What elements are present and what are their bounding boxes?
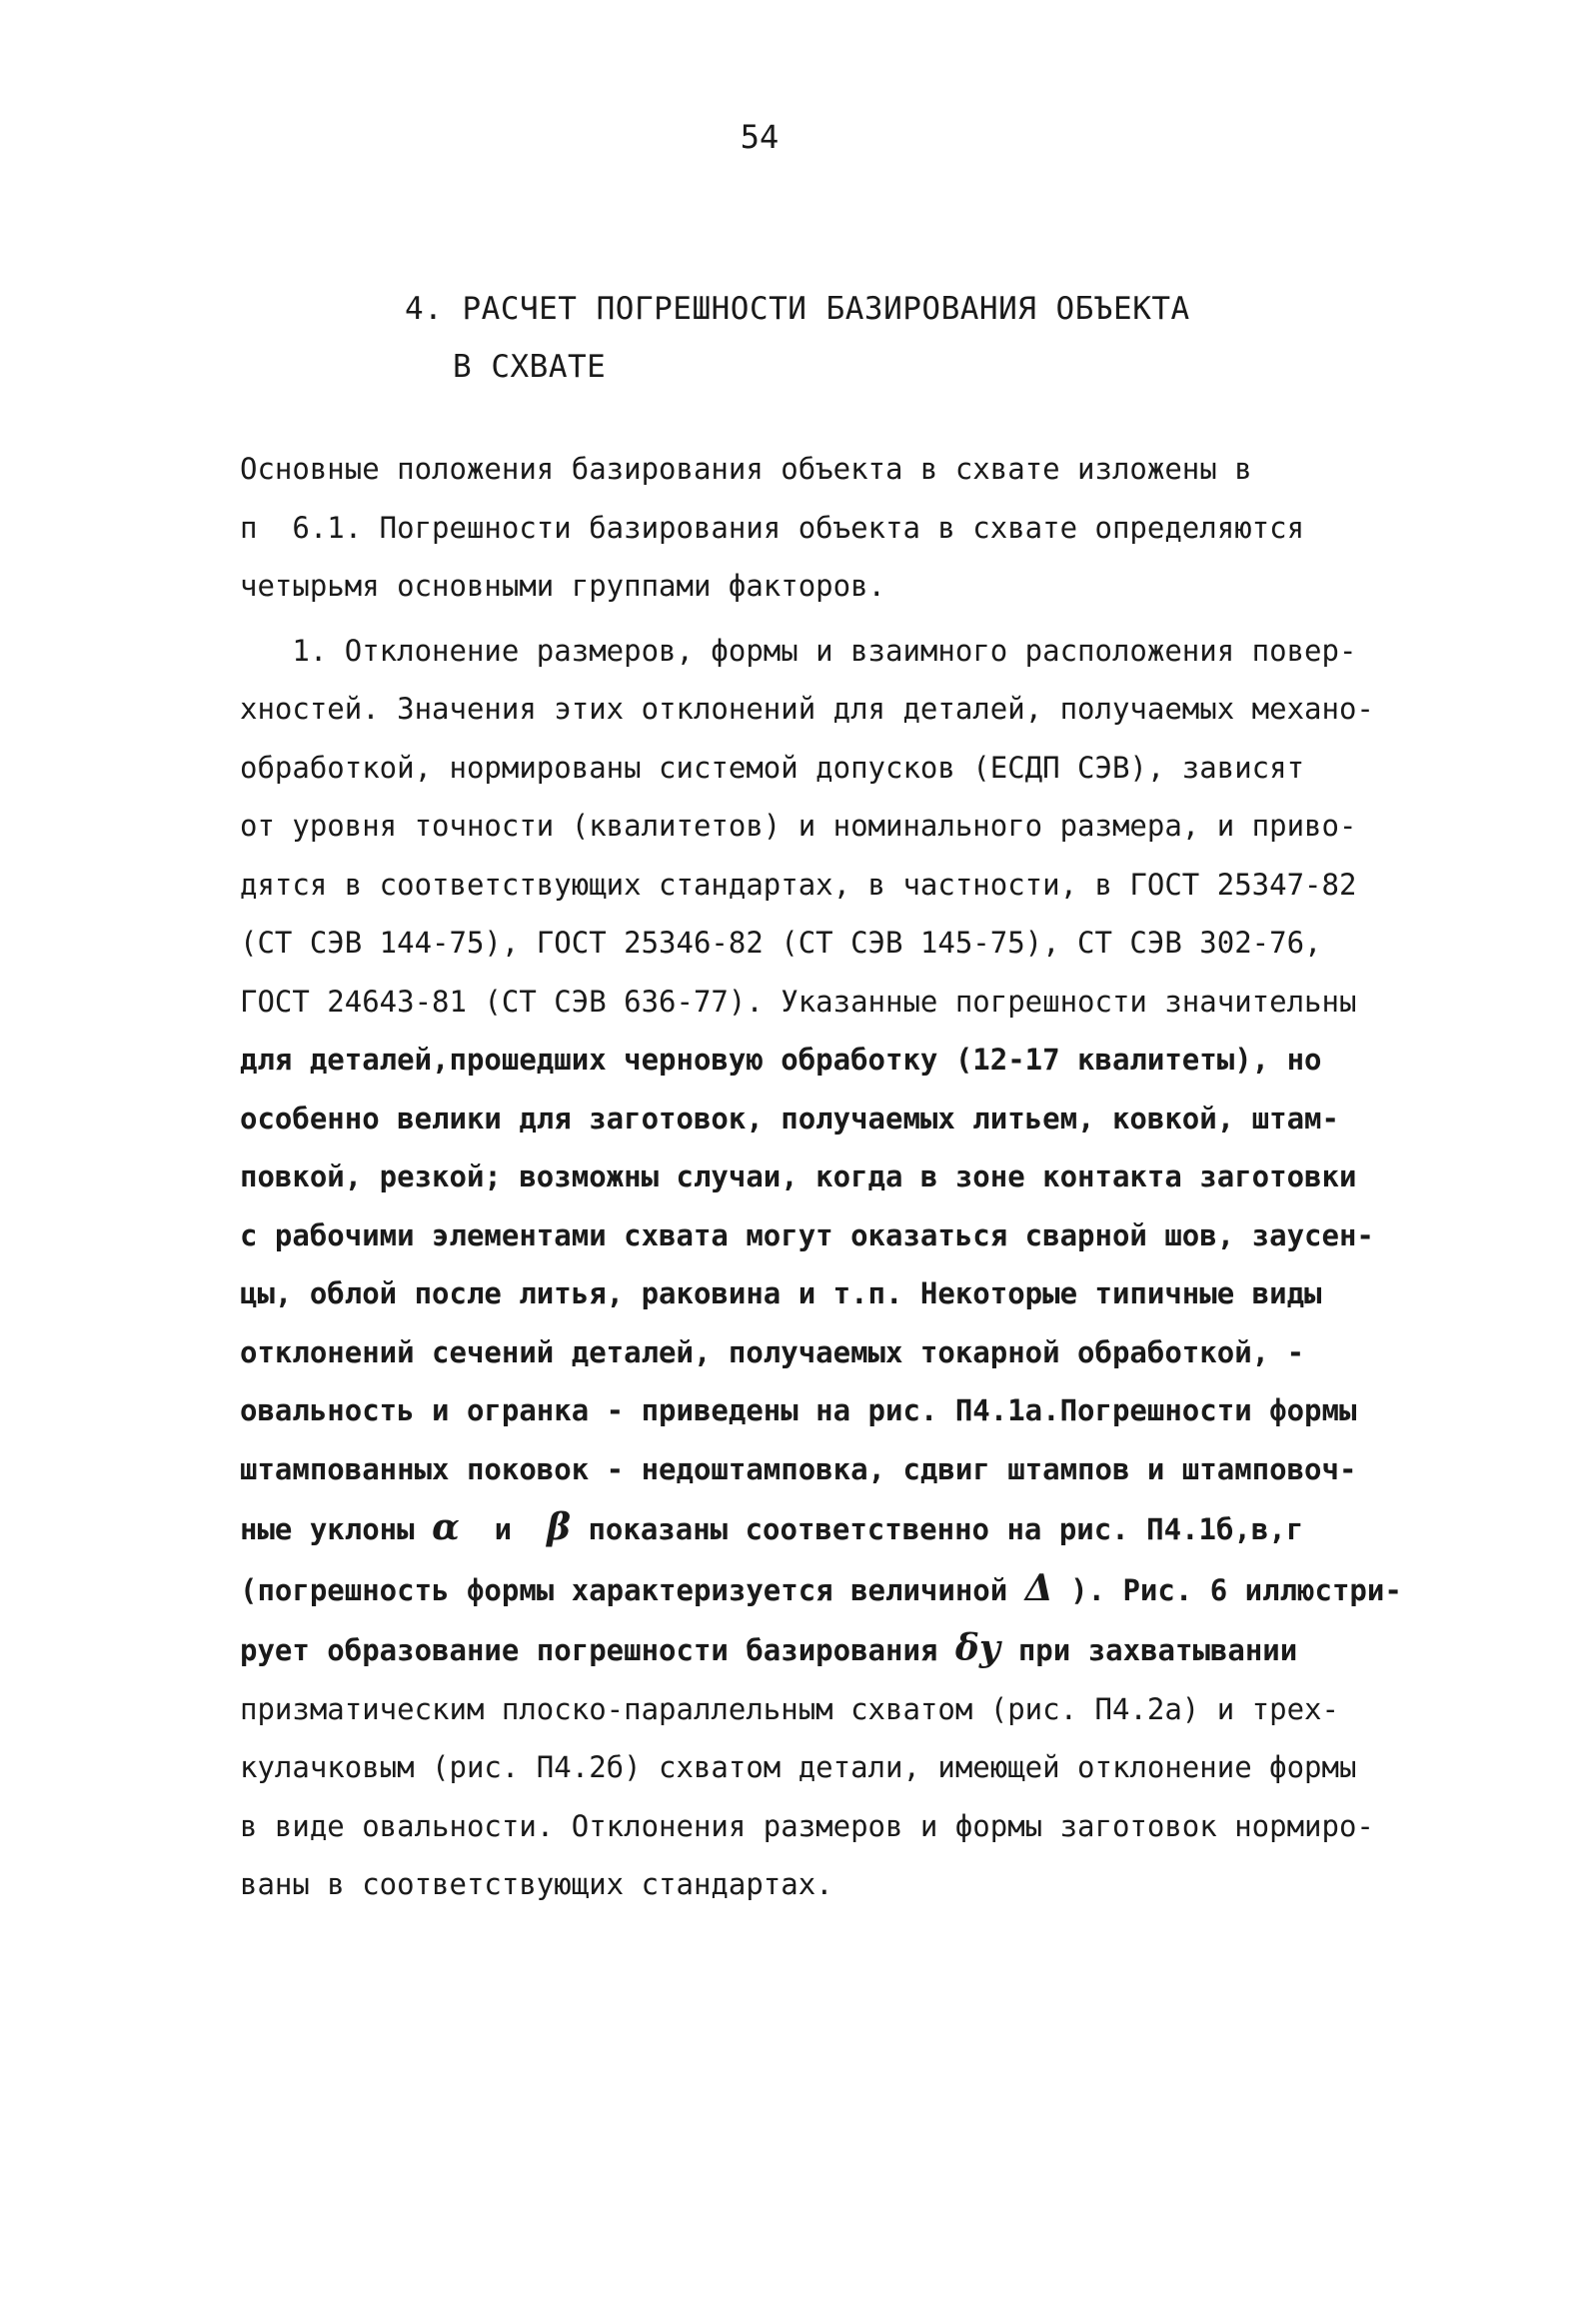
text-line-angles bbox=[240, 1498, 1399, 1559]
text-line: обработкой, нормированы системой допусков (ЕСДП СЭВ), зависят bbox=[240, 750, 1305, 785]
text-fragment: рует образование погрешности базирования bbox=[240, 1633, 955, 1667]
text-line: четырьмя основными группами факторов. bbox=[240, 569, 886, 603]
text-line: овальность и огранка - приведены на рис. П4.1а.Погрешности формы bbox=[240, 1393, 1357, 1427]
delta-symbol: Δ bbox=[1024, 1566, 1053, 1609]
text-fragment: (погрешность формы характеризуется величиной bbox=[240, 1572, 1025, 1607]
text-line: п 6.1. Погрешности базирования объекта в схвате определяются bbox=[240, 510, 1305, 545]
text-line: в виде овальности. Отклонения размеров и формы заготовок нормиро- bbox=[240, 1808, 1374, 1843]
text-line: кулачковым (рис. П4.2б) схватом детали, имеющей отклонение формы bbox=[240, 1750, 1357, 1784]
text-line: (СТ СЭВ 144-75), ГОСТ 25346-82 (СТ СЭВ 145-75), СТ СЭВ 302-76, bbox=[240, 926, 1322, 960]
body-text bbox=[240, 440, 1402, 1914]
text-line: ГОСТ 24643-81 (СТ СЭВ 636-77). Указанные погрешности значительны bbox=[240, 984, 1357, 1019]
text-line: для деталей,прошедших черновую обработку (12-17 квалитеты), но bbox=[240, 1043, 1322, 1077]
section-heading-line-2: В СХВАТЕ bbox=[453, 349, 607, 385]
text-line-delta bbox=[240, 1559, 1402, 1620]
text-line: отклонений сечений деталей, получаемых токарной обработкой, - bbox=[240, 1334, 1305, 1369]
section-heading bbox=[405, 280, 1190, 396]
text-fragment: и bbox=[459, 1512, 548, 1546]
text-line: цы, облой после литья, раковина и т.п. Некоторые типичные виды bbox=[240, 1276, 1322, 1310]
text-fragment: при захватывании bbox=[1000, 1633, 1298, 1667]
text-line: дятся в соответствующих стандартах, в частности, в ГОСТ 25347-82 bbox=[240, 867, 1357, 902]
text-line: ваны в соответствующих стандартах. bbox=[240, 1867, 833, 1901]
text-line: штампованных поковок - недоштамповка, сдвиг штампов и штамповоч- bbox=[240, 1451, 1357, 1486]
text-line-delta-y bbox=[240, 1619, 1399, 1680]
text-line: повкой, резкой; возможны случаи, когда в зоне контакта заготовки bbox=[240, 1160, 1357, 1193]
text-line: от уровня точности (квалитетов) и номинального размера, и приво- bbox=[240, 809, 1357, 843]
text-line: призматическим плоско-параллельным схватом (рис. П4.2а) и трех- bbox=[240, 1691, 1339, 1726]
text-line: особенно велики для заготовок, получаемых литьем, ковкой, штам- bbox=[240, 1101, 1339, 1136]
text-fragment: ). Рис. 6 иллюстри- bbox=[1052, 1572, 1402, 1607]
section-heading-line-1: 4. РАСЧЕТ ПОГРЕШНОСТИ БАЗИРОВАНИЯ ОБЪЕКТА bbox=[405, 291, 1190, 327]
delta-y-symbol: δу bbox=[954, 1627, 1001, 1669]
text-line: с рабочими элементами схвата могут оказаться сварной шов, заусен- bbox=[240, 1217, 1374, 1252]
alpha-symbol: α bbox=[432, 1506, 460, 1548]
text-line: Основные положения базирования объекта в схвате изложены в bbox=[240, 452, 1252, 486]
text-line: 1. Отклонение размеров, формы и взаимного расположения повер- bbox=[240, 633, 1357, 668]
beta-symbol: β bbox=[547, 1506, 571, 1548]
text-fragment: показаны соответственно на рис. П4.1б,в,г bbox=[570, 1512, 1304, 1546]
text-fragment: ные уклоны bbox=[240, 1512, 433, 1546]
text-line: хностей. Значения этих отклонений для деталей, получаемых механо- bbox=[240, 692, 1374, 726]
page-number: 54 bbox=[740, 118, 780, 156]
